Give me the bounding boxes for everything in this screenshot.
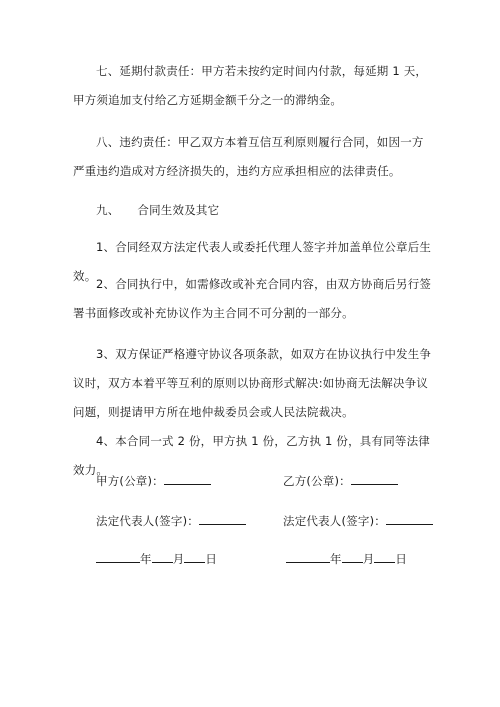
- party-b-seal-blank: [351, 471, 398, 485]
- party-b-rep-label: 法定代表人(签字)：: [283, 514, 386, 528]
- clause-9-item-1: 1、合同经双方法定代表人或委托代理人签字并加盖单位公章后生效。: [73, 240, 432, 283]
- party-b-rep-blank: [386, 511, 433, 525]
- clause-9-item-4: 4、本合同一式 2 份，甲方执 1 份，乙方执 1 份，具有同等法律效力。: [73, 434, 430, 477]
- clause-7-late-payment: 七、延期付款责任：甲方若未按约定时间内付款，每延期 1 天，甲方须追加支付给乙方延期金额千分之一的滞纳金。: [73, 64, 428, 107]
- party-a-seal-blank: [164, 471, 211, 485]
- party-b-seal-line: [283, 471, 398, 491]
- party-b-day-label: 日: [395, 552, 408, 566]
- clause-9-number: 九、: [96, 203, 120, 217]
- party-a-rep-blank: [199, 511, 246, 525]
- party-a-day-label: 日: [205, 552, 218, 566]
- party-a-day-blank: [184, 549, 205, 563]
- clause-9-item-2: 2、合同执行中，如需修改或补充合同内容，由双方协商后另行签署书面修改或补充协议作为主合同不可分割的一部分。: [73, 277, 432, 320]
- clause-9-title: 合同生效及其它: [137, 203, 220, 217]
- party-b-month-blank: [342, 549, 363, 563]
- clause-9-heading: [96, 200, 219, 220]
- party-b-day-blank: [374, 549, 395, 563]
- party-a-seal-line: [96, 471, 211, 491]
- party-b-date-line: [286, 549, 407, 569]
- party-b-rep-line: [283, 511, 433, 531]
- party-a-month-blank: [152, 549, 173, 563]
- party-b-year-blank: [286, 549, 330, 563]
- party-b-month-label: 月: [362, 552, 375, 566]
- party-b-year-label: 年: [330, 552, 342, 566]
- party-a-rep-label: 法定代表人(签字)：: [96, 514, 199, 528]
- party-a-month-label: 月: [172, 552, 185, 566]
- clause-9-item-3: 3、双方保证严格遵守协议各项条款，如双方在协议执行中发生争议时，双方本着平等互利的原则以协商形式解决:如协商无法解决争议问题，则提请甲方所在地仲裁委员会或人民法院裁决。: [73, 347, 432, 419]
- party-a-rep-line: [96, 511, 246, 531]
- party-a-date-line: [96, 549, 217, 569]
- party-a-year-label: 年: [140, 552, 152, 566]
- clause-8-breach: 八、违约责任：甲乙双方本着互信互利原则履行合同，如因一方严重违约造成对方经济损失的，违约方应承担相应的法律责任。: [73, 135, 424, 178]
- party-b-seal-label: 乙方(公章)：: [283, 474, 351, 488]
- party-a-seal-label: 甲方(公章)：: [96, 474, 164, 488]
- party-a-year-blank: [96, 549, 140, 563]
